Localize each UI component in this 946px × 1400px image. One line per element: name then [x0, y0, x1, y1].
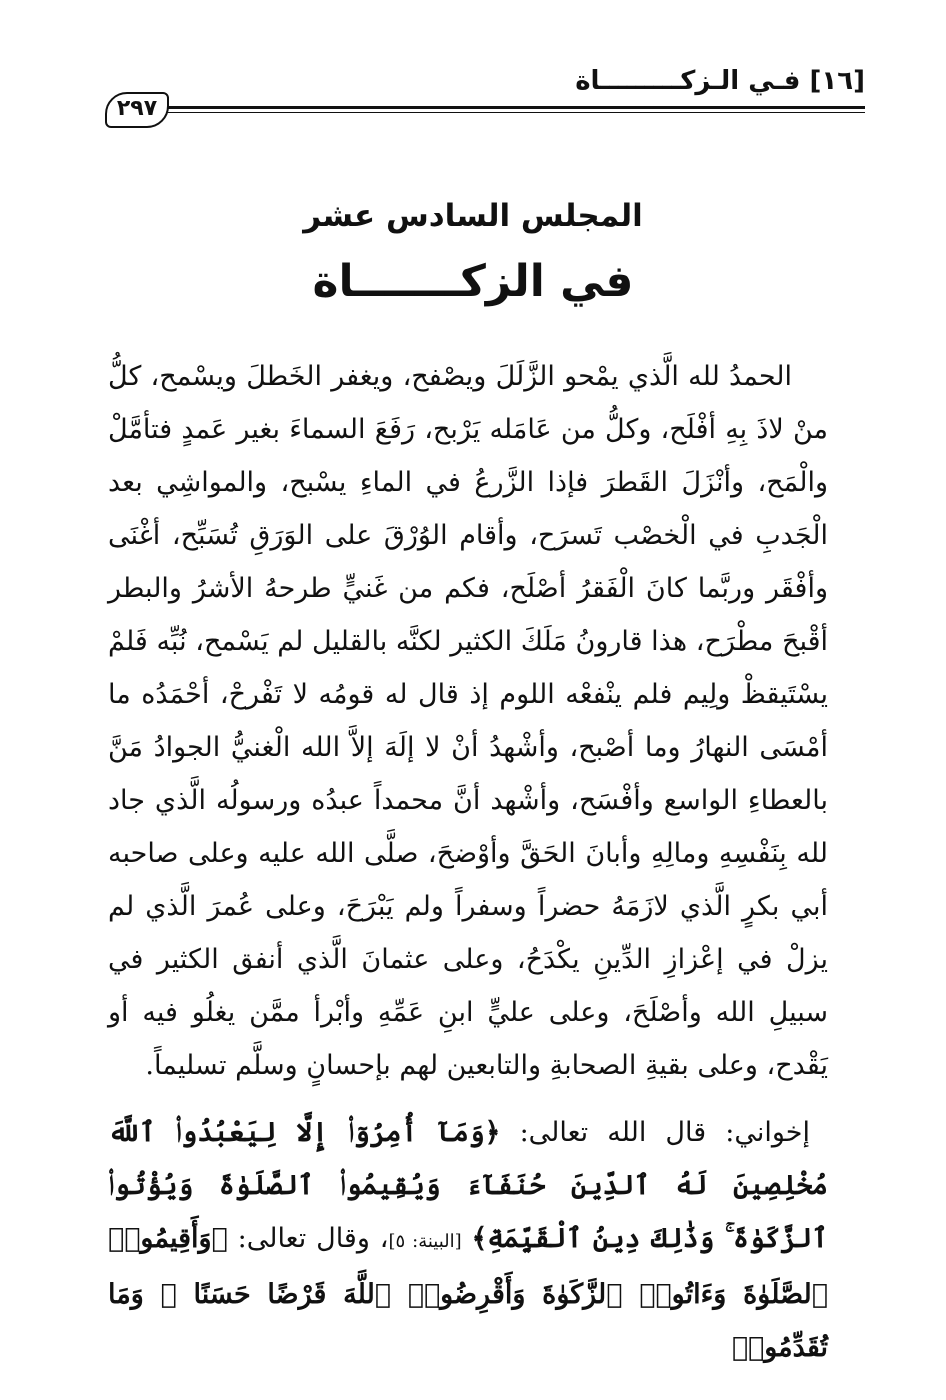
main-text — [108, 350, 828, 1374]
quran-verse-2: ﴿وَأَقِيمُوا۟ ٱلصَّلَوٰةَ وَءَاتُوا۟ ٱلزَّكَوٰةَ وَأَقْرِضُوا۟ ٱللَّهَ قَرْضًا حَسَنًا ۚ وَمَا تُقَدِّمُوا۟ — [108, 1223, 828, 1363]
quran-verse-1: ﴿وَمَآ أُمِرُوٓا۟ إِلَّا لِيَعْبُدُوا۟ ٱللَّهَ مُخْلِصِينَ لَهُ ٱلدِّينَ حُنَفَآءَ وَيُقِيمُوا۟ ٱلصَّلَوٰةَ وَيُؤْتُوا۟ ٱلزَّكَوٰةَ ۚ وَذَٰلِكَ دِينُ ٱلْقَيِّمَةِ﴾ — [108, 1117, 828, 1254]
chapter-title: في الزكـــــــاة — [312, 256, 634, 307]
verse-reference-1: [البينة: ٥] — [388, 1231, 462, 1252]
opening-paragraph: الحمدُ لله الَّذي يمْحو الزَّلَلَ ويصْفح، ويغفر الخَطلَ ويسْمح، كلُّ منْ لاذَ بِهِ أفْلَح، وكلُّ من عَامَله يَرْبح، رَفَعَ السماءَ بغير عَمدٍ فتأمَّلْ والْمَح، وأنْزَلَ القَطرَ فإذا الزَّرعُ في الماءِ يسْبح، والمواشِي بعد الْجَدبِ في الْخصْب تَسرَح، وأقام الوُرْقَ على الوَرَقِ تُسَبِّح، أغْنَى وأفْقَر وربَّما كانَ الْفَقرُ أصْلَح، فكم من غَنيٍّ طرحهُ الأشرُ والبطر أقْبحَ مطْرَح، هذا قارونُ مَلَكَ الكثير لكنَّه بالقليل لم يَسْمح، نُبِّه فَلمْ يسْتَيقظْ ولِيم فلم ينْفعْه اللوم إذ قال له قومُه لا تَفْرحْ، أحْمَدُه ما أمْسَى النهارُ وما أصْبح، وأشْهدُ أنْ لا إلَهَ إلاَّ الله الْغنيُّ الجوادُ مَنَّ بالعطاءِ الواسع وأفْسَح، وأشْهد أنَّ محمداً عبدُه ورسولُه الَّذي جاد لله بِنَفْسِهِ ومالِهِ وأبانَ الحَقَّ وأوْضحَ، صلَّى الله عليه وعلى صاحبه أبي بكرٍ الَّذي لازَمَهُ حضراً وسفراً ولم يَبْرَحَ، وعلى عُمرَ الَّذي لم يزلْ في إعْزازِ الدِّينِ يكْدَحُ، وعلى عثمانَ الَّذي أنفق الكثير في سبيلِ الله وأصْلَحَ، وعلى عليٍّ ابنِ عَمِّهِ وأبْرأ ممَّن يغلُو فيه أو يَقْدح، وعلى بقيةِ الصحابةِ والتابعين لهم بإحسانٍ وسلَّم تسليماً. — [108, 361, 828, 1081]
running-header — [105, 66, 865, 126]
header-rule-thin — [161, 112, 865, 113]
running-title: [١٦] فـي الـزكـــــــــاة — [575, 66, 865, 96]
header-rule-thick — [161, 106, 865, 109]
verses-paragraph — [108, 1106, 828, 1374]
session-title: المجلس السادس عشر — [303, 198, 643, 234]
and-said-text: ، وقال تعالى: — [237, 1223, 389, 1254]
brothers-intro: إخواني: قال الله تعالى: — [519, 1117, 810, 1148]
page-number: ٢٩٧ — [105, 92, 169, 128]
